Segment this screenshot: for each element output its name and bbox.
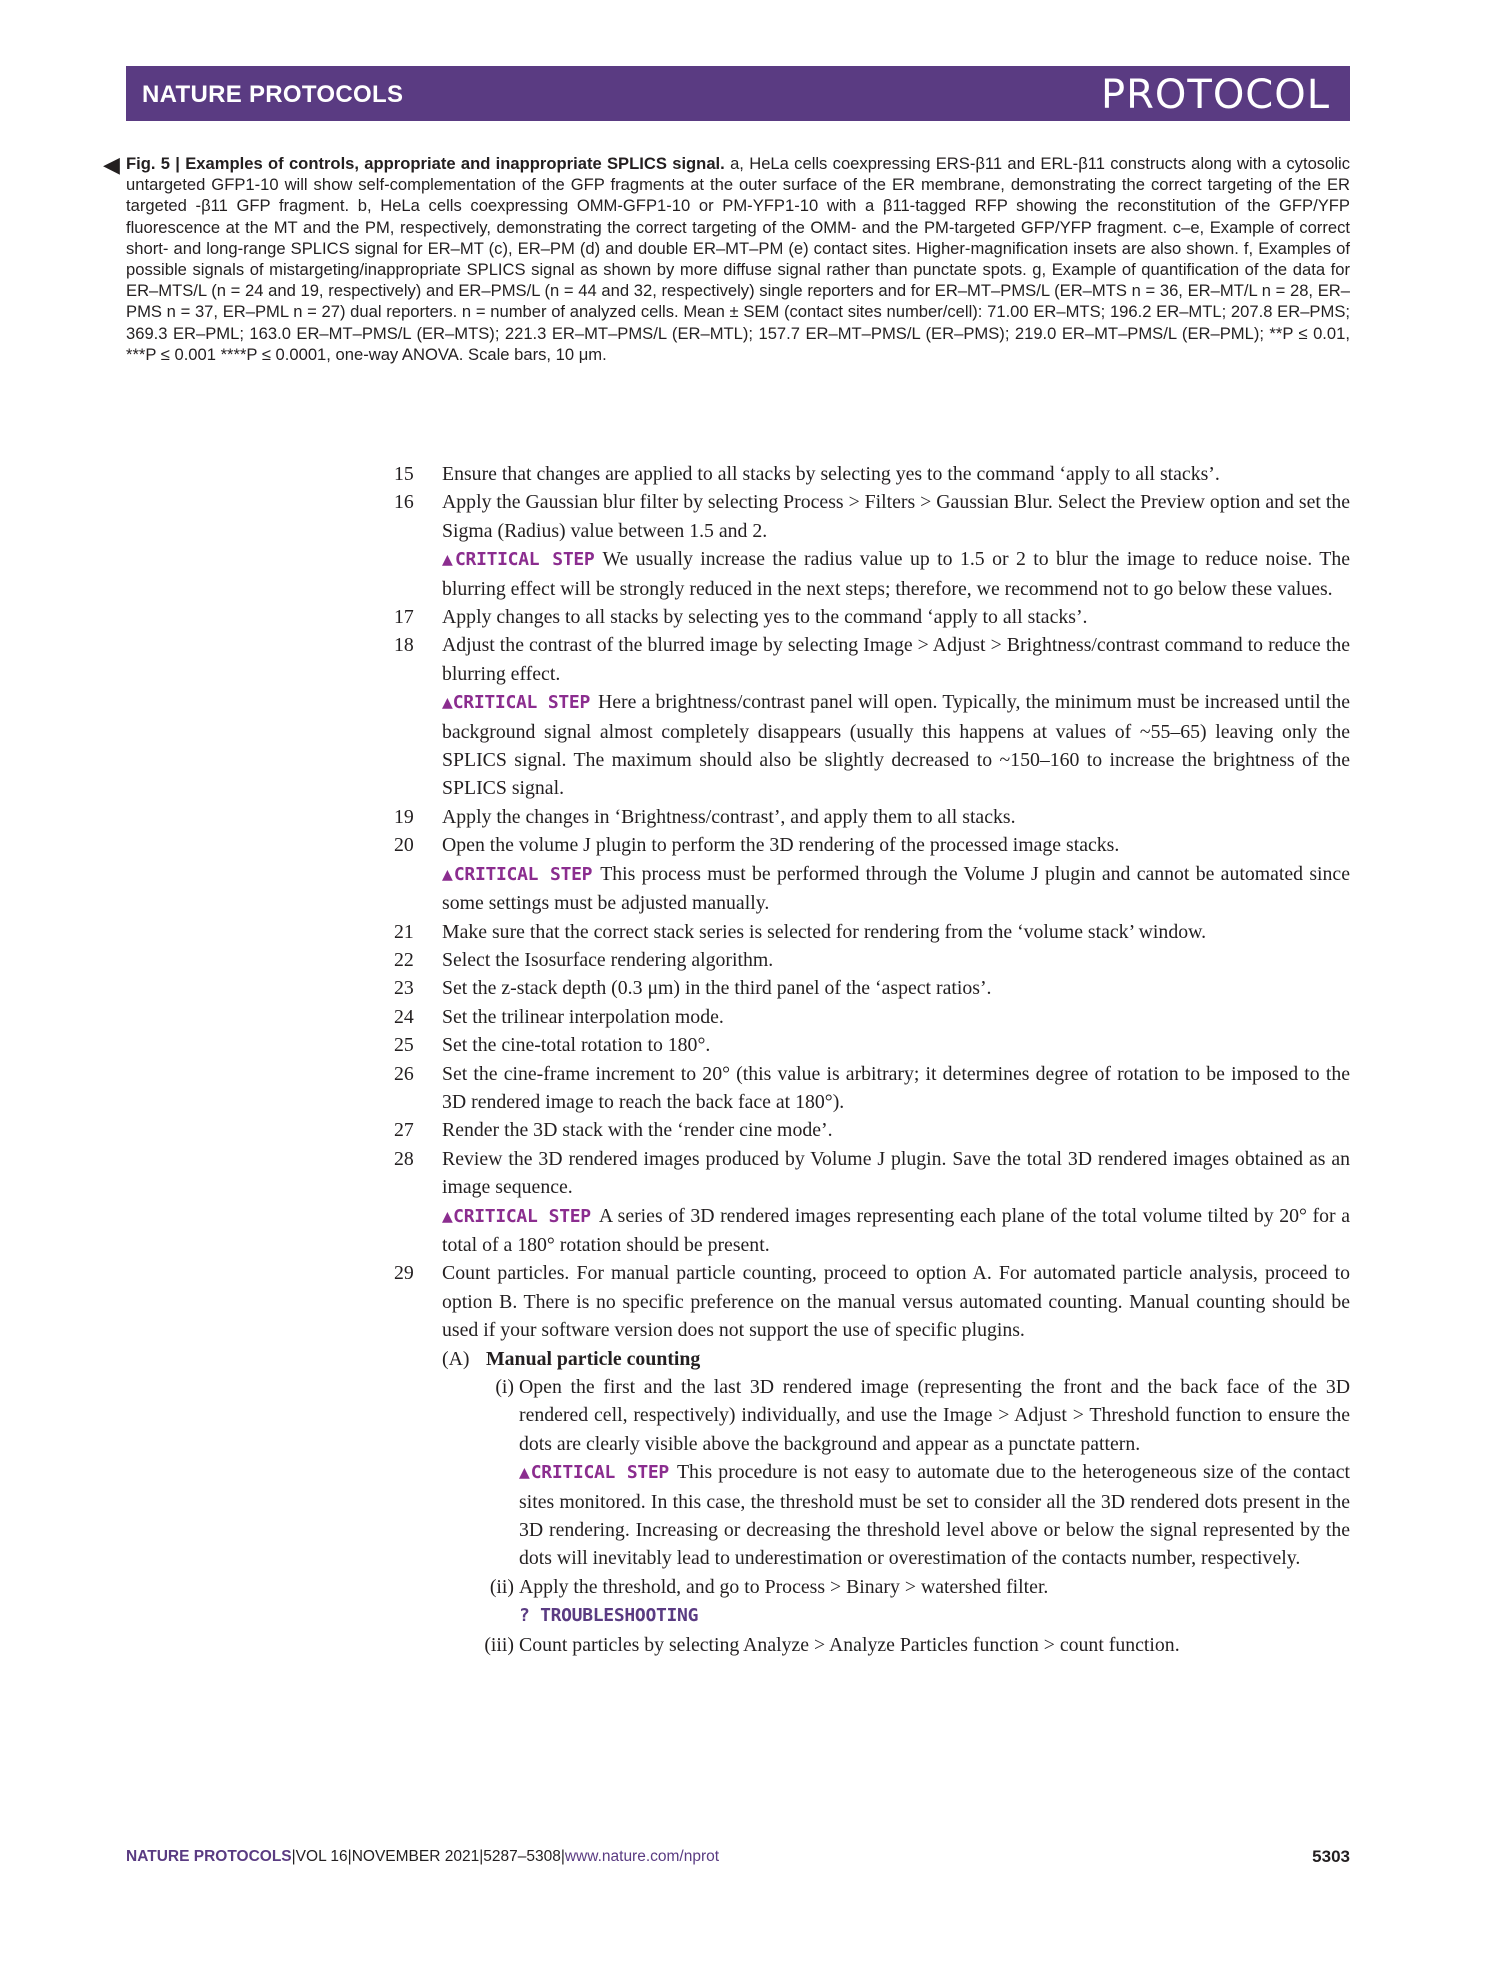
critical-step [442, 688, 1350, 803]
step-number: 21 [394, 920, 414, 943]
page-footer [126, 1848, 1350, 1866]
step-number: 29 [394, 1262, 414, 1285]
critical-step-text: A series of 3D rendered images representing each plane of the total volume tilted by 20° for a total of a 180° rotation should be present. [442, 1204, 1350, 1256]
step-21 [392, 918, 1350, 946]
substep-i [442, 1373, 1350, 1573]
step-text: Set the cine-frame increment to 20° (this value is arbitrary; it determines degree of rotation to be imposed to the 3D rendered image to reach the back face at 180°). [442, 1062, 1350, 1113]
footer-separator: | [479, 1848, 484, 1865]
critical-step-text: This process must be performed through the Volume J plugin and cannot be automated since some settings must be adjusted manually. [442, 862, 1350, 915]
step-number: 22 [394, 948, 414, 971]
critical-step [442, 1202, 1350, 1260]
step-text: Adjust the contrast of the blurred image by selecting Image > Adjust > Brightness/contrast command to reduce the blurring effect. [442, 634, 1350, 685]
critical-step-label: ▲CRITICAL STEP [442, 692, 590, 714]
step-25 [392, 1031, 1350, 1059]
critical-step [442, 545, 1350, 603]
substep-iii [442, 1631, 1350, 1659]
step-16 [392, 488, 1350, 603]
step-text: Ensure that changes are applied to all stacks by selecting yes to the command ‘apply to all stacks’. [442, 463, 1220, 485]
step-number: 27 [394, 1119, 414, 1142]
step-29 [392, 1259, 1350, 1659]
step-number: 20 [394, 834, 414, 857]
footer-pages: 5287–5308 [483, 1848, 561, 1865]
footer-journal: NATURE PROTOCOLS [126, 1848, 292, 1865]
substep-label: (i) [495, 1376, 514, 1398]
footer-separator: | [560, 1848, 565, 1865]
step-text: Render the 3D stack with the ‘render cine mode’. [442, 1119, 833, 1142]
step-22 [392, 946, 1350, 974]
step-number: 19 [394, 805, 414, 828]
journal-name: NATURE PROTOCOLS [142, 81, 404, 108]
caption-text: a, HeLa cells coexpressing ERS-β11 and ERL-β11 constructs along with a cytosolic untargeted GFP1-10 will show self-complementation of the GFP fragments at the outer surface of the ER membrane, demonstrating the correct targeting of the ER targeted -β11 GFP fragment. b, HeLa cells coexpressing OMM-GFP1-10 or PM-YFP1-10 with a β11-tagged RFP showing the reconstitution of the GFP/YFP fluorescence at the MT and the PM, respectively, demonstrating the correct targeting of the OMM- and the PM-targeted GFP/YFP fragment. c–e, Example of correct short- and long-range SPLICS signal for ER–MT (c), ER–PM (d) and double ER–MT–PM (e) contact sites. Higher-magnification insets are also shown. f, Examples of possible signals of mistargeting/inappropriate SPLICS signal as shown by more diffuse signal rather than punctate spots. g, Example of quantification of the data for ER–MTS/L (n = 24 and 19, respectively) and ER–PMS/L (n = 44 and 32, respectively) single reporters and for ER–MT–PMS/L (ER–MTS n = 36, ER–MT/L n = 28, ER–PMS n = 37, ER–PML n = 27) dual reporters. n = number of analyzed cells. Mean ± SEM (contact sites number/cell): 71.00 ER–MTS; 196.2 ER–MTL; 207.8 ER–PMS; 369.3 ER–PML; 163.0 ER–MT–PMS/L (ER–MTS); 221.3 ER–MT–PMS/L (ER–MTL); 157.7 ER–MT–PMS/L (ER–PMS); 219.0 ER–MT–PMS/L (ER–PML); **P ≤ 0.01, ***P ≤ 0.001 ****P ≤ 0.0001, one-way ANOVA. Scale bars, 10 μm. [126, 154, 1350, 364]
page-header [126, 66, 1350, 121]
step-text: Apply the changes in ‘Brightness/contrast’, and apply them to all stacks. [442, 805, 1016, 828]
critical-step-label: ▲CRITICAL STEP [519, 1462, 669, 1484]
footer-url-link[interactable]: www.nature.com/nprot [564, 1848, 720, 1865]
step-26 [392, 1060, 1350, 1117]
step-number: 25 [394, 1034, 414, 1057]
caption-lead: Fig. 5 | Examples of controls, appropriate and inappropriate SPLICS signal. [126, 154, 725, 173]
footer-separator: | [347, 1848, 352, 1865]
step-text: Open the volume J plugin to perform the 3D rendering of the processed image stacks. [442, 834, 1120, 857]
page-number: 5303 [1312, 1847, 1350, 1866]
critical-step-label: ▲CRITICAL STEP [442, 549, 595, 571]
footer-date: NOVEMBER 2021 [351, 1848, 480, 1865]
step-17 [392, 603, 1350, 631]
step-28 [392, 1145, 1350, 1260]
step-text: Select the Isosurface rendering algorithm. [442, 948, 774, 971]
critical-step-label: ▲CRITICAL STEP [442, 1205, 591, 1227]
substep-text: Apply the threshold, and go to Process > Binary > watershed filter. [519, 1575, 1049, 1598]
critical-step-label: ▲CRITICAL STEP [442, 863, 593, 885]
step-text: Apply the Gaussian blur filter by selecting Process > Filters > Gaussian Blur. Select the Preview option and set the Sigma (Radius) value between 1.5 and 2. [442, 491, 1350, 542]
step-text: Set the trilinear interpolation mode. [442, 1005, 724, 1028]
step-number: 18 [394, 634, 414, 657]
footer-volume: VOL 16 [295, 1848, 348, 1865]
step-text: Make sure that the correct stack series is selected for rendering from the ‘volume stack’ window. [442, 920, 1207, 943]
step-text: Apply changes to all stacks by selecting yes to the command ‘apply to all stacks’. [442, 606, 1088, 629]
section-label: PROTOCOL [1100, 72, 1330, 118]
substep-text: Count particles by selecting Analyze > Analyze Particles function > count function. [519, 1633, 1180, 1656]
troubleshooting-label[interactable]: ? TROUBLESHOOTING [519, 1605, 699, 1627]
option-label: (A) [442, 1347, 470, 1370]
step-number: 26 [394, 1062, 414, 1085]
step-27 [392, 1116, 1350, 1144]
step-24 [392, 1003, 1350, 1031]
step-text: Set the cine-total rotation to 180°. [442, 1034, 711, 1057]
step-19 [392, 803, 1350, 831]
critical-step-text: This procedure is not easy to automate due to the heterogeneous size of the contact sites monitored. In this case, the threshold must be set to consider all the 3D rendered dots present in the 3D rendering. Increasing or decreasing the threshold level above or below the signal represented by the dots will inevitably lead to underestimation or overestimation of the contacts number, respectively. [519, 1461, 1350, 1570]
arrow-left-icon: ◀ [103, 152, 120, 177]
figure-caption [103, 153, 1350, 365]
step-text: Review the 3D rendered images produced by Volume J plugin. Save the total 3D rendered images obtained as an image sequence. [442, 1147, 1350, 1199]
option-title: Manual particle counting [486, 1347, 701, 1370]
step-number: 28 [394, 1147, 414, 1170]
step-number: 15 [394, 463, 414, 485]
step-23 [392, 974, 1350, 1002]
critical-step [442, 860, 1350, 918]
step-18 [392, 631, 1350, 802]
critical-step-text: We usually increase the radius value up to 1.5 or 2 to blur the image to reduce noise. The blurring effect will be strongly reduced in the next steps; therefore, we recommend not to go below these values. [442, 548, 1350, 600]
substep-label: (ii) [489, 1575, 514, 1598]
step-20 [392, 831, 1350, 917]
option-a [442, 1345, 1350, 1373]
step-number: 23 [394, 977, 414, 1000]
step-15 [392, 460, 1350, 488]
substep-text: Open the first and the last 3D rendered image (representing the front and the back face of the 3D rendered cell, respectively) individually, and use the Image > Adjust > Threshold function to ensure the dots are clearly visible above the background and appear as a punctate pattern. [519, 1376, 1350, 1455]
substep-label: (iii) [484, 1633, 514, 1656]
step-number: 16 [394, 491, 414, 514]
procedure-steps [392, 460, 1350, 1659]
footer-separator: | [291, 1848, 296, 1865]
step-number: 17 [394, 606, 414, 629]
critical-step [519, 1458, 1350, 1573]
step-text: Set the z-stack depth (0.3 μm) in the third panel of the ‘aspect ratios’. [442, 977, 992, 1000]
step-text: Count particles. For manual particle counting, proceed to option A. For automated particle analysis, proceed to option B. There is no specific preference on the manual versus automated counting. Manual counting should be used if your software version does not support the use of specific plugins. [442, 1262, 1350, 1342]
substep-ii [442, 1573, 1350, 1631]
critical-step-text: Here a brightness/contrast panel will open. Typically, the minimum must be increased until the background signal almost completely disappears (usually this happens at values of ~55–65) leaving only the SPLICS signal. The maximum should also be slightly decreased to ~150–160 to increase the brightness of the SPLICS signal. [442, 691, 1350, 800]
step-number: 24 [394, 1005, 414, 1028]
